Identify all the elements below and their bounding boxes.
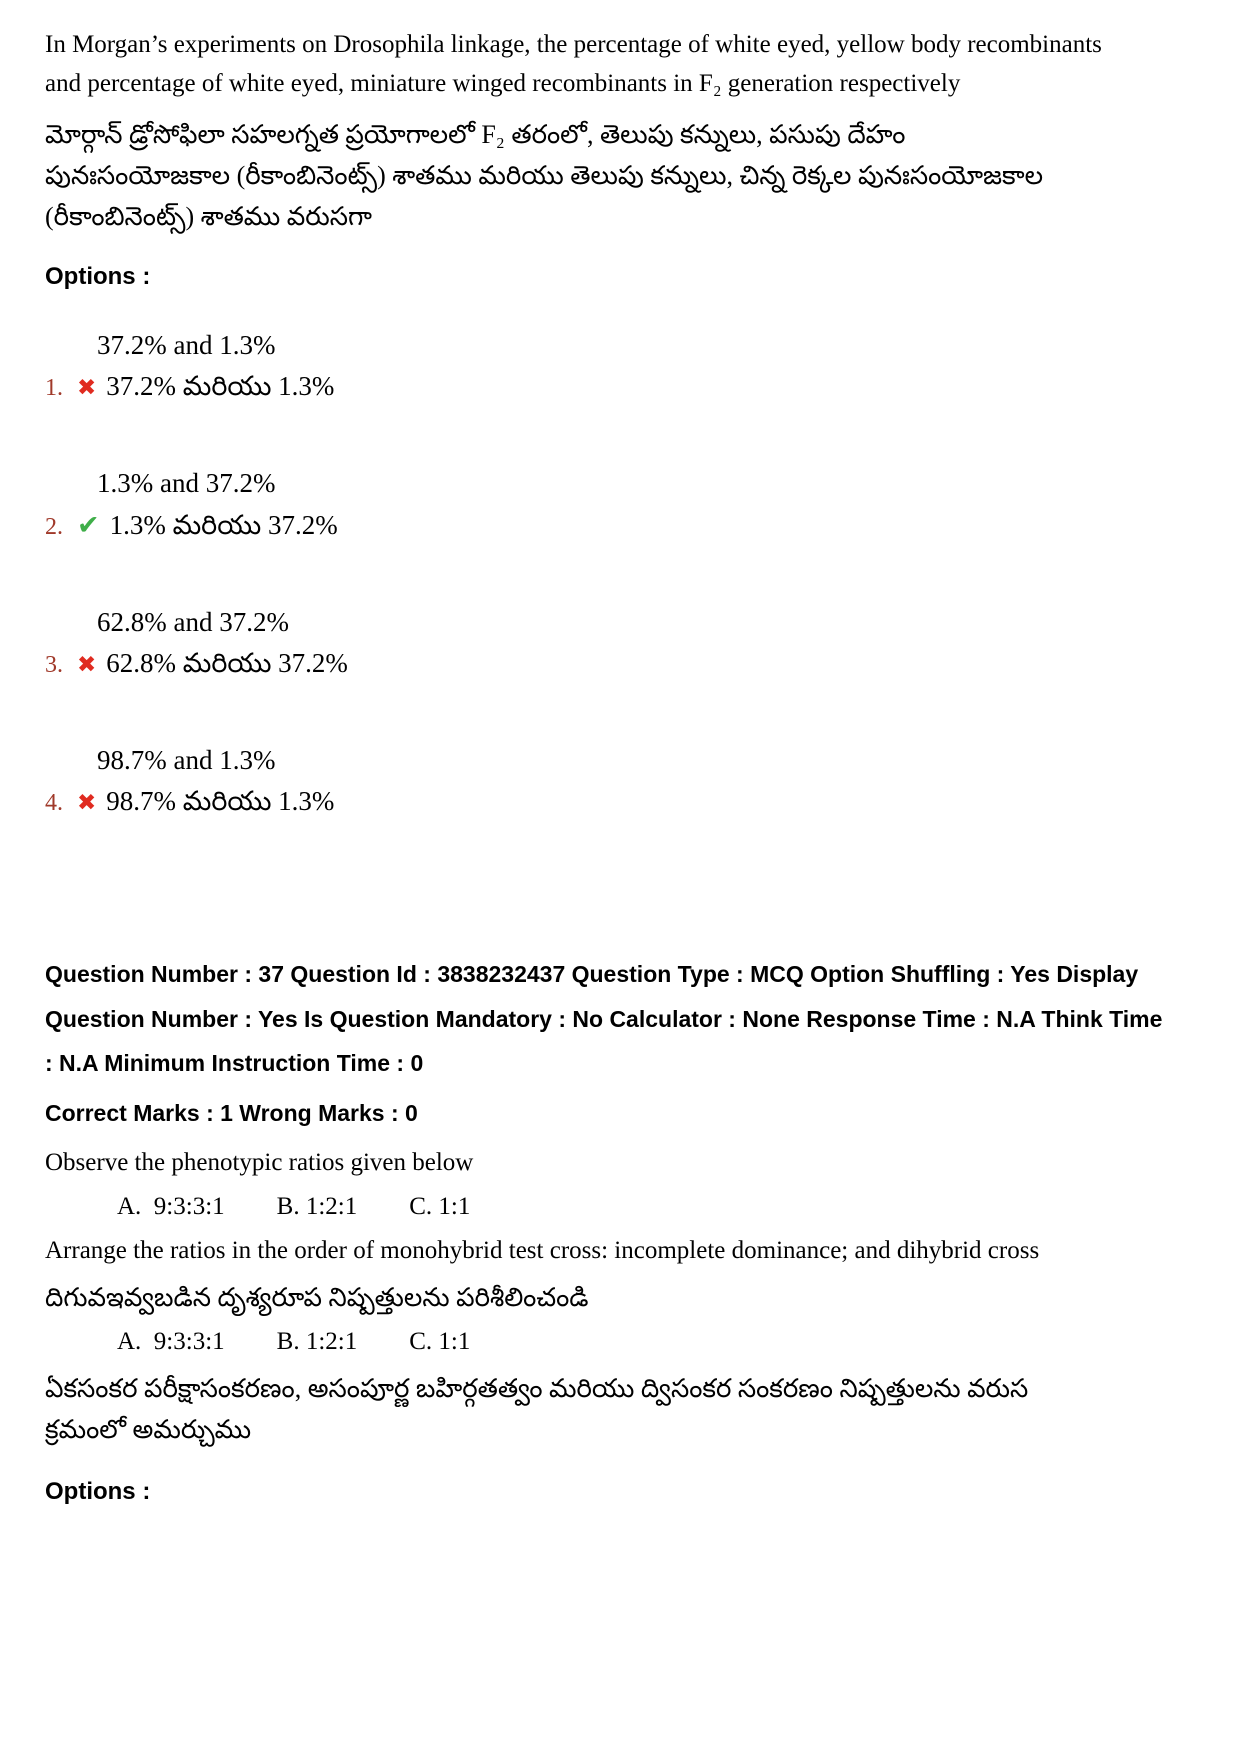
option-2 [45,465,1180,547]
question-37-block [45,952,1180,1506]
ratio-b: B. 1:2:1 [276,1193,358,1221]
cross-icon: ✖ [77,790,97,816]
ratio-line-1 [117,1187,1180,1227]
q37-text-telugu-1: దిగువఇవ్వబడిన దృశ్యరూప నిష్పత్తులను పరిశీలించండి [45,1283,589,1313]
ratio-line-2 [117,1322,1180,1362]
option-1 [45,327,1180,409]
q37-text-english-1: Observe the phenotypic ratios given below [45,1149,474,1177]
option-1-text-english: 37.2% and 1.3% [97,329,276,360]
q37-text-telugu-2: ఏకసంకర పరీక్షాసంకరణం, అసంపూర్ణ బహిర్గతత్వం మరియు ద్విసంకర సంకరణం నిష్పత్తులను వరుస క్రమంలో అమర్చుము [45,1374,1029,1445]
option-1-row [45,371,1180,409]
option-4-row [45,786,1180,824]
option-3-text-telugu: 62.8% మరియు 37.2% [106,648,348,679]
ratio-c: C. 1:1 [409,1193,471,1221]
options-label: Options : [45,262,151,290]
cross-icon: ✖ [77,652,97,678]
option-2-text-telugu: 1.3% మరియు 37.2% [109,509,338,540]
option-1-number: 1. [45,375,63,402]
option-2-text-english: 1.3% and 37.2% [97,468,276,499]
option-3-text-english: 62.8% and 37.2% [97,606,289,637]
option-3 [45,604,1180,686]
option-2-number: 2. [45,513,63,540]
option-4-text-english: 98.7% and 1.3% [97,745,276,776]
ratio-a: A. 9:3:3:1 [117,1193,225,1221]
option-1-text-telugu: 37.2% మరియు 1.3% [106,371,335,402]
ratio-b: B. 1:2:1 [276,1328,358,1356]
option-3-number: 3. [45,652,63,679]
ratio-c: C. 1:1 [409,1328,471,1356]
q37-text-english-2: Arrange the ratios in the order of monohybrid test cross: incomplete dominance; and dihybrid cross [45,1237,1040,1265]
option-4-text-telugu: 98.7% మరియు 1.3% [106,786,335,817]
question-text-telugu: మోర్గాన్ డ్రోసోఫిలా సహలగ్నత ప్రయోగాలలో F₂ తరంలో, తెలుపు కన్నులు, పసుపు దేహం పునఃసంయోజకాల (రీకాంబినెంట్స్) శాతము మరియు తెలుపు కన్నులు, చిన్న రెక్కల పునఃసంయోజకాల (రీకాంబినెంట్స్) శాతము వరుసగా [45,119,1044,231]
ratio-a: A. 9:3:3:1 [117,1328,225,1356]
marks-line: Correct Marks : 1 Wrong Marks : 0 [45,1099,418,1126]
question-36-block [45,26,1180,824]
options-label-37: Options : [45,1478,151,1506]
question-text-english: In Morgan’s experiments on Drosophila linkage, the percentage of white eyed, yellow body recombinants and percentage of white eyed, miniature winged recombinants in F₂ generation respectively [45,31,1102,97]
question-metadata: Question Number : 37 Question Id : 3838232437 Question Type : MCQ Option Shuffling : Yes Display Question Number : Yes Is Question Mandatory : No Calculator : None Response Time : N.A Think Time : N.A Minimum Instruction Time : 0 [45,961,1163,1076]
check-icon: ✔ [77,509,100,540]
option-4 [45,742,1180,824]
option-3-row [45,648,1180,686]
option-2-row [45,510,1180,548]
cross-icon: ✖ [77,375,97,401]
option-4-number: 4. [45,790,63,817]
